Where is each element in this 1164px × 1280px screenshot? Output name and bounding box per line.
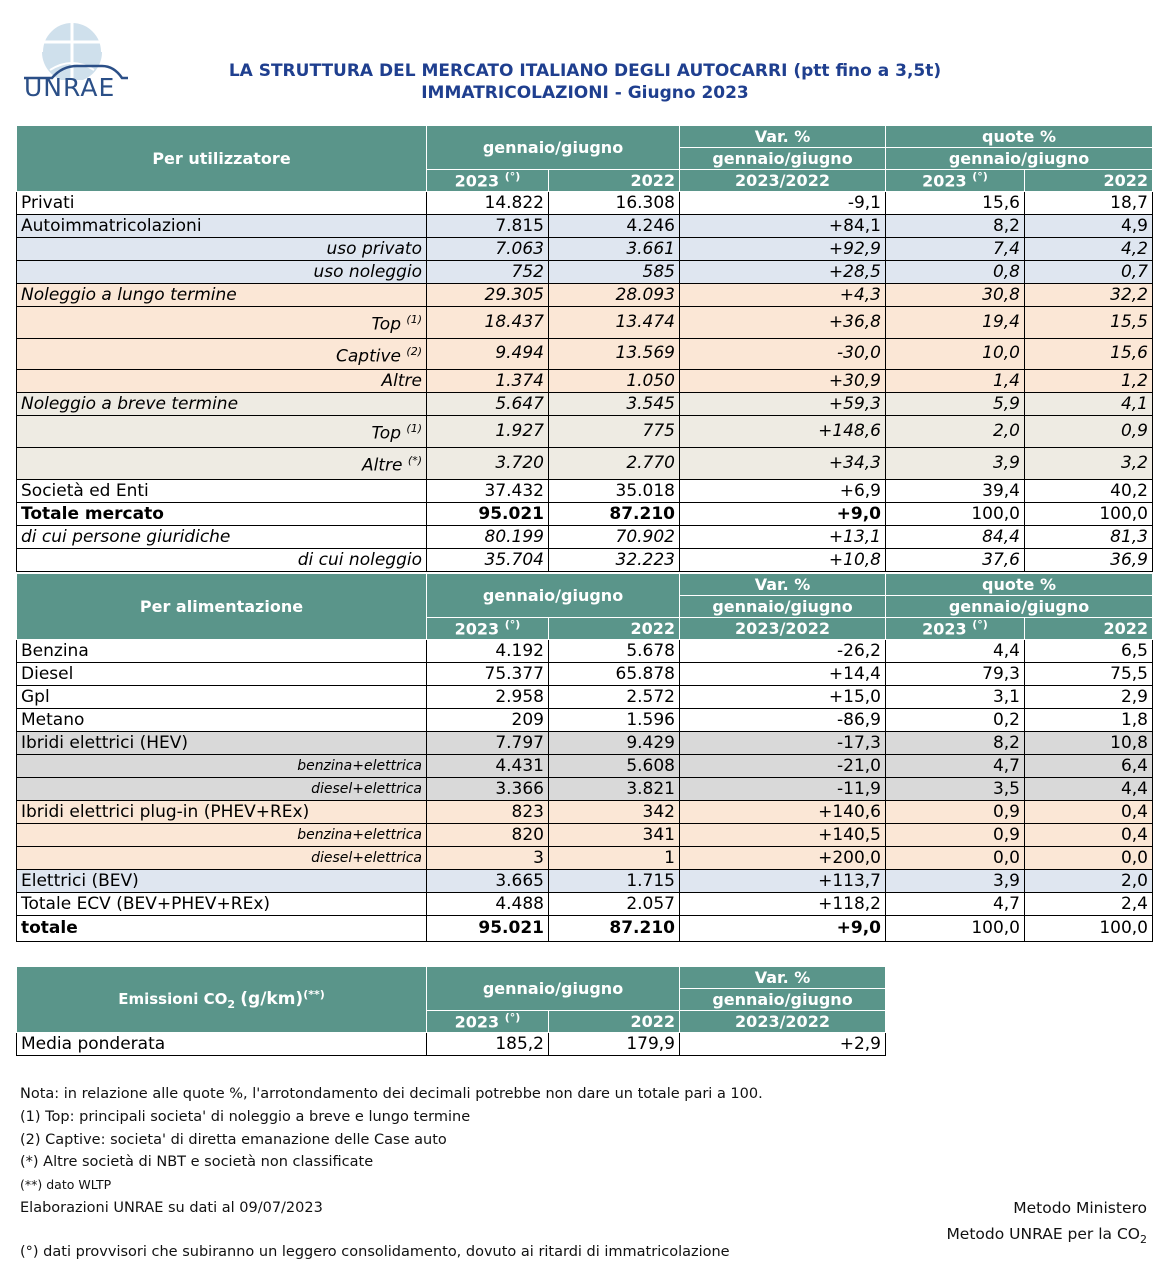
method-notes [946,1195,1147,1253]
row-label: Altre [17,370,427,393]
heading-period: gennaio/giugno [427,126,680,170]
cell-q2023: 8,2 [886,732,1025,755]
cell-var: +10,8 [680,548,886,571]
cell-v2022: 3.545 [549,393,680,416]
cell-v2023: 3 [427,847,549,870]
table-row [17,847,1153,870]
cell-q2023: 19,4 [886,307,1025,339]
cell-v2023: 29.305 [427,284,549,307]
cell-var: +113,7 [680,870,886,893]
heading-quote-period: gennaio/giugno [886,148,1153,170]
table-row [17,778,1153,801]
cell-q2022: 6,5 [1025,640,1153,663]
row-label: Top $^{(1)}$ [17,307,427,339]
cell-v2022: 1 [549,847,680,870]
table-row [17,393,1153,416]
cell-v2022: 16.308 [549,192,680,215]
heading-2023: 2023 (°) [427,618,549,640]
row-label: Metano [17,709,427,732]
cell-var: +4,3 [680,284,886,307]
row-label: Elettrici (BEV) [17,870,427,893]
cell-var: +30,9 [680,370,886,393]
heading-var-years: 2023/2022 [680,1011,886,1033]
row-label: Altre (*) [17,447,427,479]
cell-v2023: 18.437 [427,307,549,339]
cell-q2022: 0,4 [1025,824,1153,847]
cell-q2023: 39,4 [886,479,1025,502]
row-label: Ibridi elettrici (HEV) [17,732,427,755]
row-label: Società ed Enti [17,479,427,502]
cell-var: +36,8 [680,307,886,339]
heading-per-alimentazione: Per alimentazione [17,574,427,640]
cell-v2023: 7.797 [427,732,549,755]
cell-var: -30,0 [680,338,886,370]
cell-v2022: 4.246 [549,215,680,238]
heading-quote-period: gennaio/giugno [886,596,1153,618]
cell-v2023: 80.199 [427,525,549,548]
cell-q2023: 3,9 [886,447,1025,479]
table-row [17,548,1153,571]
cell-v2023: 5.647 [427,393,549,416]
cell-v2022: 87.210 [549,916,680,942]
cell-v2023: 95.021 [427,916,549,942]
table-row [17,416,1153,448]
table-row [17,801,1153,824]
heading-var: Var. % [680,967,886,989]
method-ministero: Metodo Ministero [1013,1199,1147,1217]
cell-q2023: 3,1 [886,686,1025,709]
cell-v2023: 3.366 [427,778,549,801]
cell-var: +140,6 [680,801,886,824]
cell-var: -11,9 [680,778,886,801]
cell-q2022: 4,4 [1025,778,1153,801]
cell-q2023: 8,2 [886,215,1025,238]
cell-q2022: 15,5 [1025,307,1153,339]
cell-q2023: 15,6 [886,192,1025,215]
cell-q2022: 2,4 [1025,893,1153,916]
table-row [17,370,1153,393]
cell-q2023: 2,0 [886,416,1025,448]
cell-var: +34,3 [680,447,886,479]
cell-v2023: 37.432 [427,479,549,502]
cell-q2022: 75,5 [1025,663,1153,686]
cell-q2023: 4,4 [886,640,1025,663]
row-label: uso noleggio [17,261,427,284]
cell-q2023: 7,4 [886,238,1025,261]
note-source: Elaborazioni UNRAE su dati al 09/07/2023 [20,1199,323,1216]
cell-var: +148,6 [680,416,886,448]
cell-v2022: 13.569 [549,338,680,370]
heading-2023: 2023 (°) [427,170,549,192]
cell-q2023: 30,8 [886,284,1025,307]
cell-v2022: 342 [549,801,680,824]
cell-v2022: 5.678 [549,640,680,663]
row-label: diesel+elettrica [17,847,427,870]
cell-v2023: 35.704 [427,548,549,571]
cell-v2022: 3.821 [549,778,680,801]
cell-q2023: 4,7 [886,755,1025,778]
heading-quote-2023: 2023 (°) [886,170,1025,192]
cell-var: +13,1 [680,525,886,548]
cell-v2023: 95.021 [427,502,549,525]
table-row [17,192,1153,215]
cell-q2023: 5,9 [886,393,1025,416]
heading-quote-2022: 2022 [1025,618,1153,640]
heading-quote: quote % [886,126,1153,148]
unrae-logo [22,20,130,100]
note-captive: (2) Captive: societa' di diretta emanazione delle Case auto [20,1131,447,1148]
table-row [17,502,1153,525]
cell-var: -86,9 [680,709,886,732]
cell-v2022: 1.596 [549,709,680,732]
table-emissioni [16,966,886,1056]
cell-q2023: 3,5 [886,778,1025,801]
heading-quote-2023: 2023 (°) [886,618,1025,640]
table-row [17,447,1153,479]
cell-q2023: 0,8 [886,261,1025,284]
cell-v2022: 70.902 [549,525,680,548]
heading-period: gennaio/giugno [427,967,680,1011]
cell-v2023: 75.377 [427,663,549,686]
table-row [17,663,1153,686]
cell-var: +84,1 [680,215,886,238]
heading-quote-2022: 2022 [1025,170,1153,192]
row-label: totale [17,916,427,942]
table-per-utilizzatore [16,125,1153,572]
cell-q2022: 18,7 [1025,192,1153,215]
cell-v2023: 3.665 [427,870,549,893]
table-row [17,916,1153,942]
cell-v2023: 14.822 [427,192,549,215]
table-per-alimentazione [16,573,1153,942]
row-label: di cui persone giuridiche [17,525,427,548]
cell-v2023: 209 [427,709,549,732]
row-label: Top $^{(1)}$ [17,416,427,448]
heading-2022: 2022 [549,1011,680,1033]
heading-period: gennaio/giugno [427,574,680,618]
heading-var-years: 2023/2022 [680,618,886,640]
cell-q2023: 0,0 [886,847,1025,870]
note-provisional: (°) dati provvisori che subiranno un leggero consolidamento, dovuto ai ritardi di immatricolazione [20,1244,730,1260]
heading-var-period: gennaio/giugno [680,596,886,618]
cell-q2022: 15,6 [1025,338,1153,370]
cell-v2022: 1.050 [549,370,680,393]
cell-v2023: 2.958 [427,686,549,709]
cell-q2022: 40,2 [1025,479,1153,502]
heading-var-period: gennaio/giugno [680,989,886,1011]
cell-q2022: 0,0 [1025,847,1153,870]
row-label: Captive $^{(2)}$ [17,338,427,370]
cell-var: +9,0 [680,502,886,525]
heading-var-years: 2023/2022 [680,170,886,192]
heading-var: Var. % [680,126,886,148]
cell-q2022: 6,4 [1025,755,1153,778]
cell-q2022: 0,4 [1025,801,1153,824]
row-label: Totale mercato [17,502,427,525]
table-row [17,824,1153,847]
cell-q2022: 0,9 [1025,416,1153,448]
cell-v2022: 3.661 [549,238,680,261]
table-row [17,640,1153,663]
cell-q2022: 1,8 [1025,709,1153,732]
cell-var: +6,9 [680,479,886,502]
cell-v2023: 4.431 [427,755,549,778]
row-label: Ibridi elettrici plug-in (PHEV+REx) [17,801,427,824]
logo-text: UNRAE [24,73,116,102]
heading-2022: 2022 [549,618,680,640]
cell-var: -26,2 [680,640,886,663]
cell-var: +28,5 [680,261,886,284]
heading-2023: 2023 (°) [427,1011,549,1033]
cell-v2022: 32.223 [549,548,680,571]
cell-var: +14,4 [680,663,886,686]
cell-q2023: 0,9 [886,824,1025,847]
cell-q2022: 100,0 [1025,502,1153,525]
table-row [17,338,1153,370]
heading-emissioni: Emissioni $CO_2$ (g/km)(**) [17,967,427,1033]
heading-var-period: gennaio/giugno [680,148,886,170]
method-unrae: Metodo UNRAE per la $CO_2$ [946,1225,1147,1247]
table-row [17,893,1153,916]
row-label: Noleggio a lungo termine [17,284,427,307]
page-title: LA STRUTTURA DEL MERCATO ITALIANO DEGLI AUTOCARRI (ptt fino a 3,5t) [228,61,942,81]
row-label: di cui noleggio [17,548,427,571]
row-label: benzina+elettrica [17,824,427,847]
cell-2022: 179,9 [549,1033,680,1056]
cell-var: -9,1 [680,192,886,215]
cell-q2022: 3,2 [1025,447,1153,479]
cell-v2023: 9.494 [427,338,549,370]
cell-var: -21,0 [680,755,886,778]
cell-v2022: 341 [549,824,680,847]
note-top: (1) Top: principali societa' di noleggio a breve e lungo termine [20,1108,471,1125]
cell-q2022: 32,2 [1025,284,1153,307]
cell-var: +59,3 [680,393,886,416]
cell-v2022: 1.715 [549,870,680,893]
cell-v2022: 5.608 [549,755,680,778]
row-label: Diesel [17,663,427,686]
row-label: benzina+elettrica [17,755,427,778]
cell-var: +92,9 [680,238,886,261]
row-label: Gpl [17,686,427,709]
cell-q2022: 0,7 [1025,261,1153,284]
cell-var: +15,0 [680,686,886,709]
row-label: Autoimmatricolazioni [17,215,427,238]
cell-q2023: 1,4 [886,370,1025,393]
cell-q2023: 3,9 [886,870,1025,893]
heading-quote: quote % [886,574,1153,596]
cell-q2023: 100,0 [886,916,1025,942]
cell-q2022: 4,1 [1025,393,1153,416]
note-altre: (*) Altre società di NBT e società non classificate [20,1154,374,1171]
cell-2023: 185,2 [427,1033,549,1056]
cell-v2022: 2.057 [549,893,680,916]
cell-v2023: 7.063 [427,238,549,261]
cell-v2023: 4.192 [427,640,549,663]
note-rounding: Nota: in relazione alle quote %, l'arrotondamento dei decimali potrebbe non dare un totale pari a 100. [20,1086,763,1102]
row-label: Totale ECV (BEV+PHEV+REx) [17,893,427,916]
cell-q2022: 10,8 [1025,732,1153,755]
cell-v2022: 65.878 [549,663,680,686]
globe-icon [22,20,130,80]
table-row [17,686,1153,709]
cell-q2022: 2,0 [1025,870,1153,893]
row-label: Benzina [17,640,427,663]
cell-v2023: 1.374 [427,370,549,393]
cell-v2022: 13.474 [549,307,680,339]
page-subtitle: IMMATRICOLAZIONI - Giugno 2023 [421,83,749,103]
cell-v2023: 823 [427,801,549,824]
footnotes [20,1083,763,1220]
table-row [17,238,1153,261]
heading-per-utilizzatore: Per utilizzatore [17,126,427,192]
table-row [17,525,1153,548]
cell-var: +9,0 [680,916,886,942]
cell-q2022: 81,3 [1025,525,1153,548]
cell-v2023: 3.720 [427,447,549,479]
table-row [17,261,1153,284]
cell-v2022: 35.018 [549,479,680,502]
cell-q2022: 1,2 [1025,370,1153,393]
row-label: Media ponderata [17,1033,427,1056]
table-row [17,284,1153,307]
cell-q2022: 100,0 [1025,916,1153,942]
heading-var: Var. % [680,574,886,596]
cell-q2023: 4,7 [886,893,1025,916]
cell-q2023: 0,2 [886,709,1025,732]
cell-q2023: 79,3 [886,663,1025,686]
table-row [17,215,1153,238]
table-row [17,709,1153,732]
cell-var: +200,0 [680,847,886,870]
cell-v2023: 752 [427,261,549,284]
cell-v2023: 1.927 [427,416,549,448]
table-row [17,755,1153,778]
cell-v2022: 2.572 [549,686,680,709]
cell-var: +118,2 [680,893,886,916]
row-label: Noleggio a breve termine [17,393,427,416]
cell-q2023: 84,4 [886,525,1025,548]
cell-v2022: 28.093 [549,284,680,307]
table-row [17,479,1153,502]
cell-q2022: 4,9 [1025,215,1153,238]
row-label: uso privato [17,238,427,261]
table-row [17,732,1153,755]
cell-v2022: 9.429 [549,732,680,755]
cell-v2022: 87.210 [549,502,680,525]
cell-var: -17,3 [680,732,886,755]
cell-v2022: 2.770 [549,447,680,479]
cell-v2022: 775 [549,416,680,448]
cell-q2023: 100,0 [886,502,1025,525]
note-wltp: (**) dato WLTP [20,1177,112,1193]
cell-q2023: 0,9 [886,801,1025,824]
row-label: diesel+elettrica [17,778,427,801]
cell-q2022: 36,9 [1025,548,1153,571]
cell-q2023: 10,0 [886,338,1025,370]
cell-q2022: 2,9 [1025,686,1153,709]
cell-v2023: 7.815 [427,215,549,238]
cell-v2023: 820 [427,824,549,847]
cell-q2023: 37,6 [886,548,1025,571]
cell-q2022: 4,2 [1025,238,1153,261]
row-label: Privati [17,192,427,215]
heading-2022: 2022 [549,170,680,192]
cell-var: +2,9 [680,1033,886,1056]
cell-var: +140,5 [680,824,886,847]
cell-v2023: 4.488 [427,893,549,916]
table-row [17,870,1153,893]
cell-v2022: 585 [549,261,680,284]
table-row [17,307,1153,339]
